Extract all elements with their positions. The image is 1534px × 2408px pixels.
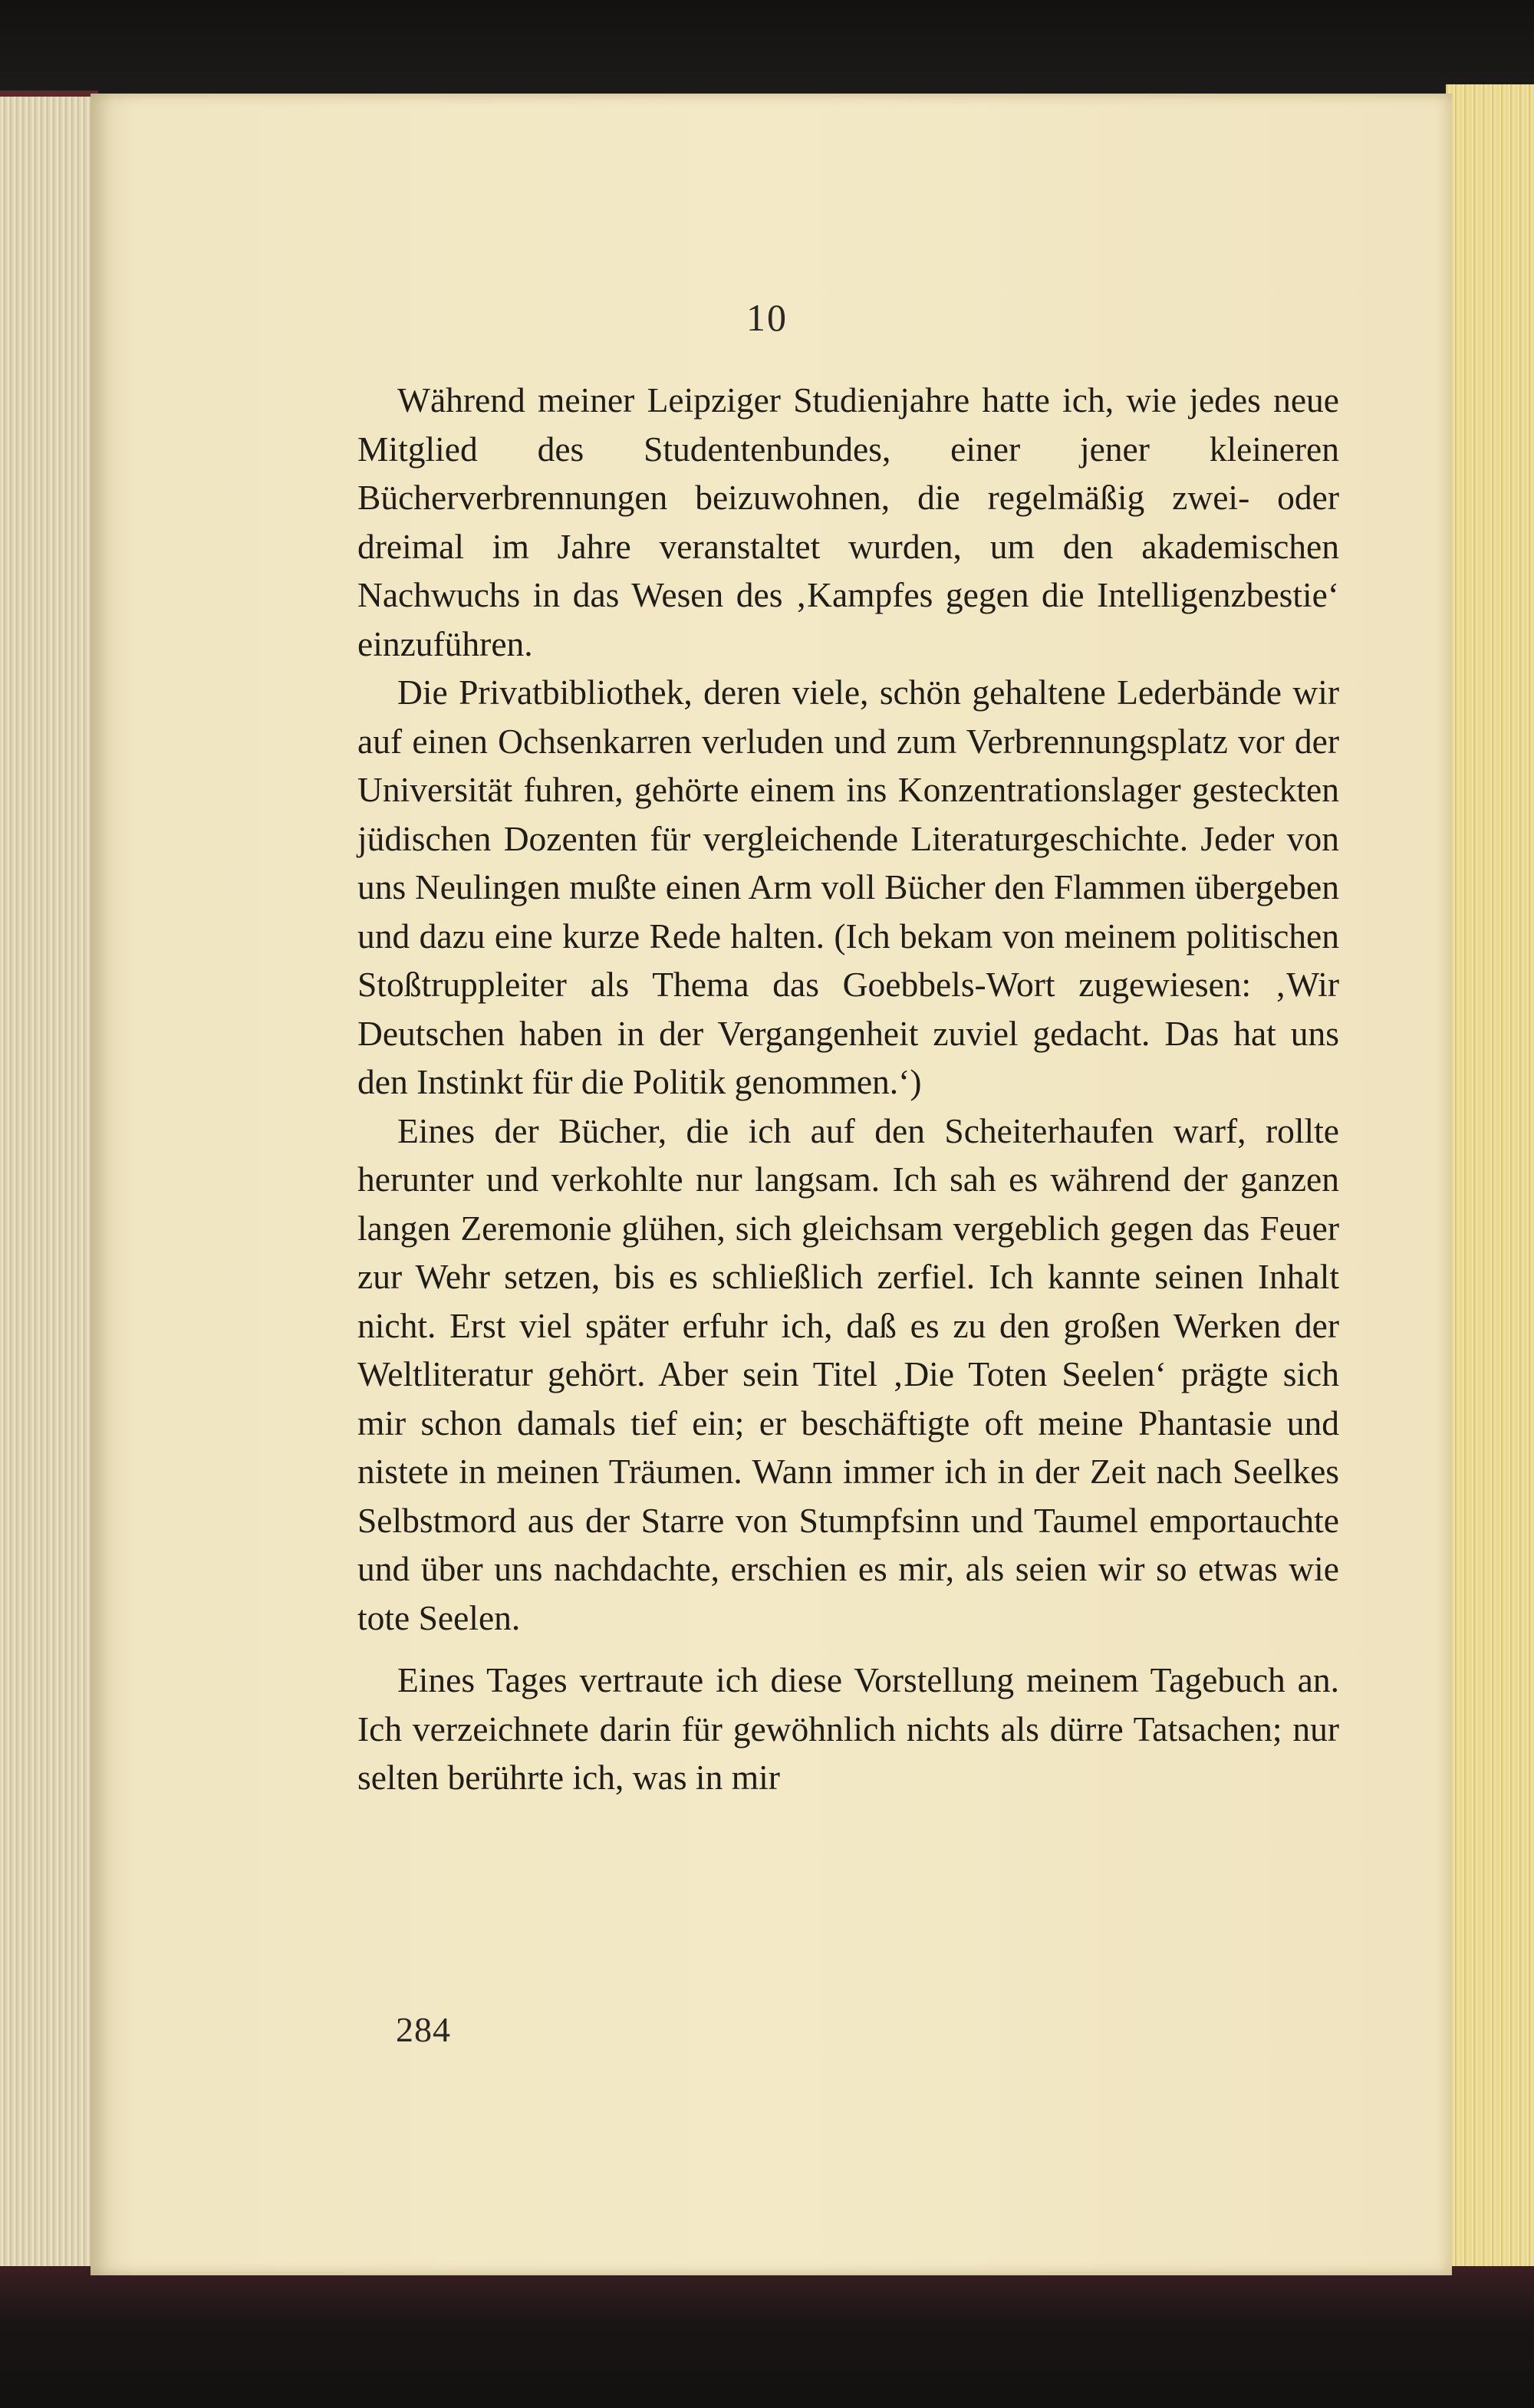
- body-text: [357, 376, 1339, 1802]
- chapter-number: 10: [746, 296, 788, 339]
- book-cover-bottom: [0, 2266, 1534, 2408]
- page-number: 284: [396, 2010, 451, 2049]
- paragraph-2: Die Privatbibliothek, deren viele, schön gehaltene Lederbände wir auf einen Ochsenkarren verluden und zum Verbrennungsplatz vor der Universität fuhren, gehörte einem ins Konzentrationslager gesteckten jüdischen Dozenten für vergleichende Literaturgeschichte. Jeder von uns Neulingen mußte einen Arm voll Bücher den Flammen übergeben und dazu eine kurze Rede halten. (Ich bekam von meinem politischen Stoßtruppleiter als Thema das Goebbels-Wort zugewiesen: ‚Wir Deutschen haben in der Vergangenheit zuviel gedacht. Das hat uns den Instinkt für die Politik genommen.‘): [357, 673, 1339, 1101]
- paragraph-1: Während meiner Leipziger Studienjahre hatte ich, wie jedes neue Mitglied des Studentenbundes, einer jener kleineren Bücherverbrennungen beizuwohnen, die regelmäßig zwei- oder dreimal im Jahre veranstaltet wurden, um den akademischen Nachwuchs in das Wesen des ‚Kampfes gegen die Intelligenzbestie‘ einzuführen.: [357, 380, 1339, 663]
- page-edges-left: [0, 90, 98, 2282]
- book-cover-top: [0, 0, 1534, 96]
- paragraph-3: Eines der Bücher, die ich auf den Scheiterhaufen warf, rollte herunter und verkohlte nur langsam. Ich sah es während der ganzen langen Zeremonie glühen, sich gleichsam vergeblich gegen das Feuer zur Wehr setzen, bis es schließlich zerfiel. Ich kannte seinen Inhalt nicht. Erst viel später erfuhr ich, daß es zu den großen Werken der Weltliteratur gehört. Aber sein Titel ‚Die Toten Seelen‘ prägte sich mir schon damals tief ein; er beschäftigte oft meine Phantasie und nistete in meinen Träumen. Wann immer ich in der Zeit nach Seelkes Selbstmord aus der Starre von Stumpfsinn und Taumel emportauchte und über uns nachdachte, erschien es mir, als seien wir so etwas wie tote Seelen.: [357, 1110, 1339, 1637]
- page-edges-right: [1446, 84, 1534, 2285]
- paragraph-4: Eines Tages vertraute ich diese Vorstellung meinem Tagebuch an. Ich verzeichnete darin für gewöhnlich nichts als dürre Tatsachen; nur selten berührte ich, was in mir: [357, 1660, 1339, 1797]
